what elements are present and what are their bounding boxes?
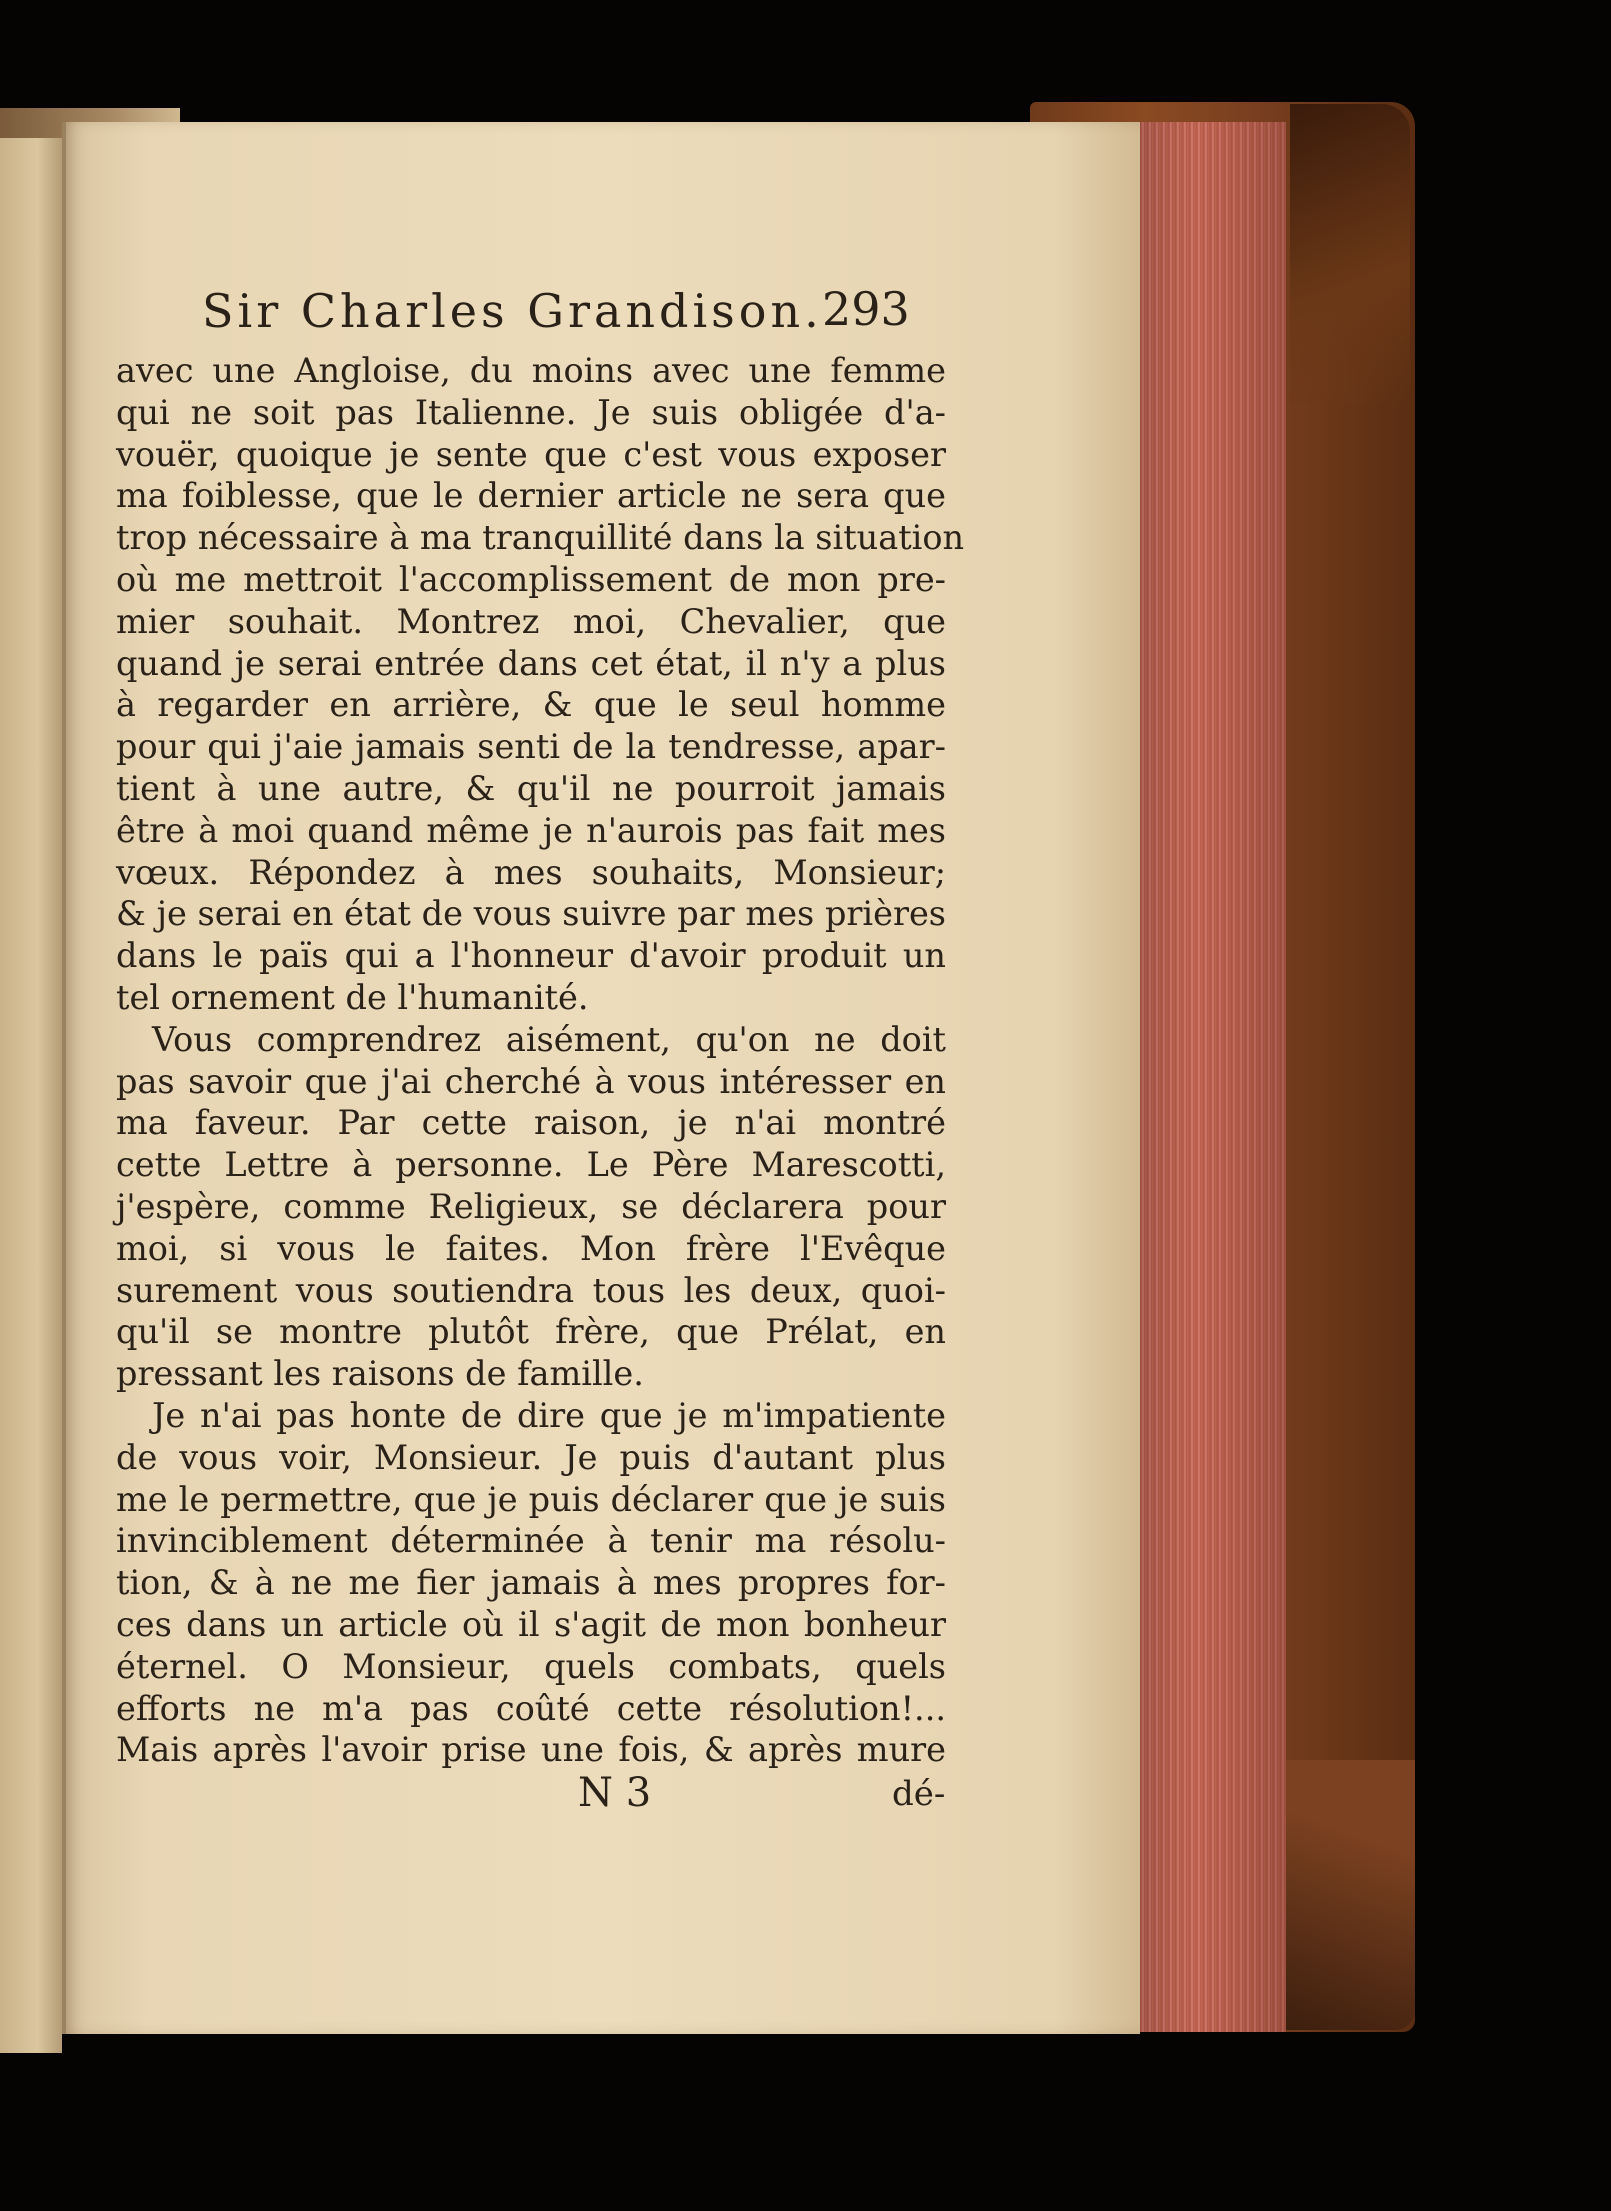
text-line: mier souhait. Montrez moi, Chevalier, que [116, 601, 946, 641]
text-line: Je n'ai pas honte de dire que je m'impatiente [152, 1395, 946, 1435]
text-line: qu'il se montre plutôt frère, que Prélat, en [116, 1312, 946, 1352]
text-line: pas savoir que j'ai cherché à vous intéresser en [116, 1061, 946, 1101]
text-line: tion, & à ne me fier jamais à mes propres for- [116, 1563, 946, 1603]
text-line: quand je serai entrée dans cet état, il n'y a plus [116, 643, 946, 683]
text-line: tient à une autre, & qu'il ne pourroit jamais [116, 768, 946, 808]
text-line: être à moi quand même je n'aurois pas fait mes [116, 810, 946, 850]
cover-bottom [1270, 1760, 1415, 2030]
page-edges-shade [1138, 122, 1286, 2032]
signature-mark: N 3 [578, 1770, 652, 1816]
text-line: ma foiblesse, que le dernier article ne sera que [116, 476, 946, 516]
text-line: à regarder en arrière, & que le seul homme [116, 685, 946, 725]
text-line: vœux. Répondez à mes souhaits, Monsieur; [116, 852, 946, 892]
catchword: dé- [892, 1774, 946, 1814]
text-line: pour qui j'aie jamais senti de la tendresse, apar- [116, 727, 946, 767]
text-line: avec une Angloise, du moins avec une femme [116, 351, 946, 390]
text-line: pressant les raisons de famille. [116, 1354, 644, 1394]
text-line: moi, si vous le faites. Mon frère l'Evêque [116, 1228, 946, 1268]
running-title: Sir Charles Grandison. [202, 284, 823, 338]
page-number: 293 [822, 282, 910, 336]
text-line: trop nécessaire à ma tranquillité dans la situation [116, 518, 965, 558]
facing-page [0, 118, 62, 2053]
text-line: de vous voir, Monsieur. Je puis d'autant plus [116, 1437, 946, 1477]
text-line: cette Lettre à personne. Le Père Marescotti, [116, 1145, 946, 1185]
text-line: & je serai en état de vous suivre par mes prières [116, 894, 946, 934]
cover-corner [1290, 104, 1410, 404]
text-line: ma faveur. Par cette raison, je n'ai montré [116, 1103, 946, 1143]
text-line: efforts ne m'a pas coûté cette résolution!... [116, 1688, 946, 1728]
text-line: où me mettroit l'accomplissement de mon pre- [116, 559, 946, 599]
text-line: me le permettre, que je puis déclarer que je suis [116, 1479, 946, 1519]
text-line: vouër, quoique je sente que c'est vous exposer [116, 434, 946, 474]
text-line: Mais après l'avoir prise une fois, & après mure [116, 1730, 946, 1770]
text-line: surement vous soutiendra tous les deux, quoi- [116, 1270, 946, 1310]
text-line: dans le païs qui a l'honneur d'avoir produit un [116, 936, 946, 976]
text-line: invinciblement déterminée à tenir ma résolu- [116, 1521, 946, 1561]
text-line: ces dans un article où il s'agit de mon bonheur [116, 1604, 946, 1644]
gutter [62, 122, 66, 2034]
text-line: éternel. O Monsieur, quels combats, quels [116, 1646, 946, 1686]
text-line: j'espère, comme Religieux, se déclarera pour [116, 1186, 946, 1226]
body-text [116, 350, 965, 1771]
text-line: qui ne soit pas Italienne. Je suis obligée d'a- [116, 392, 946, 432]
text-line: Vous comprendrez aisément, qu'on ne doit [152, 1019, 946, 1059]
text-line: tel ornement de l'humanité. [116, 977, 589, 1017]
